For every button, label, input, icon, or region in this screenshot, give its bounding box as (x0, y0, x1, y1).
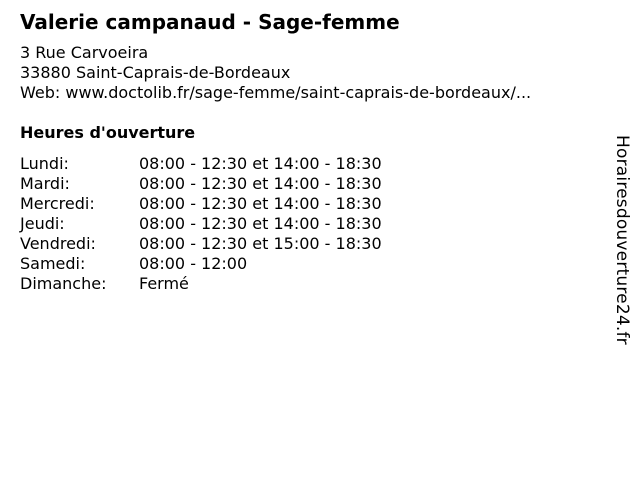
hours-value: 08:00 - 12:30 et 14:00 - 18:30 (139, 174, 382, 193)
hours-value: 08:00 - 12:30 et 14:00 - 18:30 (139, 214, 382, 233)
hours-table (20, 154, 382, 294)
hours-row-friday (20, 234, 382, 254)
hours-row-wednesday (20, 194, 382, 214)
day-label: Jeudi: (20, 214, 65, 233)
day-label: Mardi: (20, 174, 70, 193)
day-label: Dimanche: (20, 274, 107, 293)
hours-row-sunday (20, 274, 382, 294)
hours-value: 08:00 - 12:30 et 14:00 - 18:30 (139, 194, 382, 213)
hours-value: 08:00 - 12:00 (139, 254, 248, 273)
address-block (20, 43, 531, 103)
hours-row-saturday (20, 254, 382, 274)
hours-row-tuesday (20, 174, 382, 194)
hours-row-monday (20, 154, 382, 174)
address-city: 33880 Saint-Caprais-de-Bordeaux (20, 63, 291, 82)
hours-value: 08:00 - 12:30 et 14:00 - 18:30 (139, 154, 382, 173)
page-title: Valerie campanaud - Sage-femme (20, 10, 400, 34)
day-label: Mercredi: (20, 194, 95, 213)
hours-row-thursday (20, 214, 382, 234)
address-street: 3 Rue Carvoeira (20, 43, 149, 62)
day-label: Lundi: (20, 154, 69, 173)
hours-value: Fermé (139, 274, 189, 293)
day-label: Samedi: (20, 254, 86, 273)
hours-heading: Heures d'ouverture (20, 123, 196, 142)
hours-value: 08:00 - 12:30 et 15:00 - 18:30 (139, 234, 382, 253)
day-label: Vendredi: (20, 234, 96, 253)
website-link[interactable]: Web: www.doctolib.fr/sage-femme/saint-caprais-de-bordeaux/... (20, 83, 532, 102)
site-watermark: Horairesdouverture24.fr (612, 135, 632, 345)
